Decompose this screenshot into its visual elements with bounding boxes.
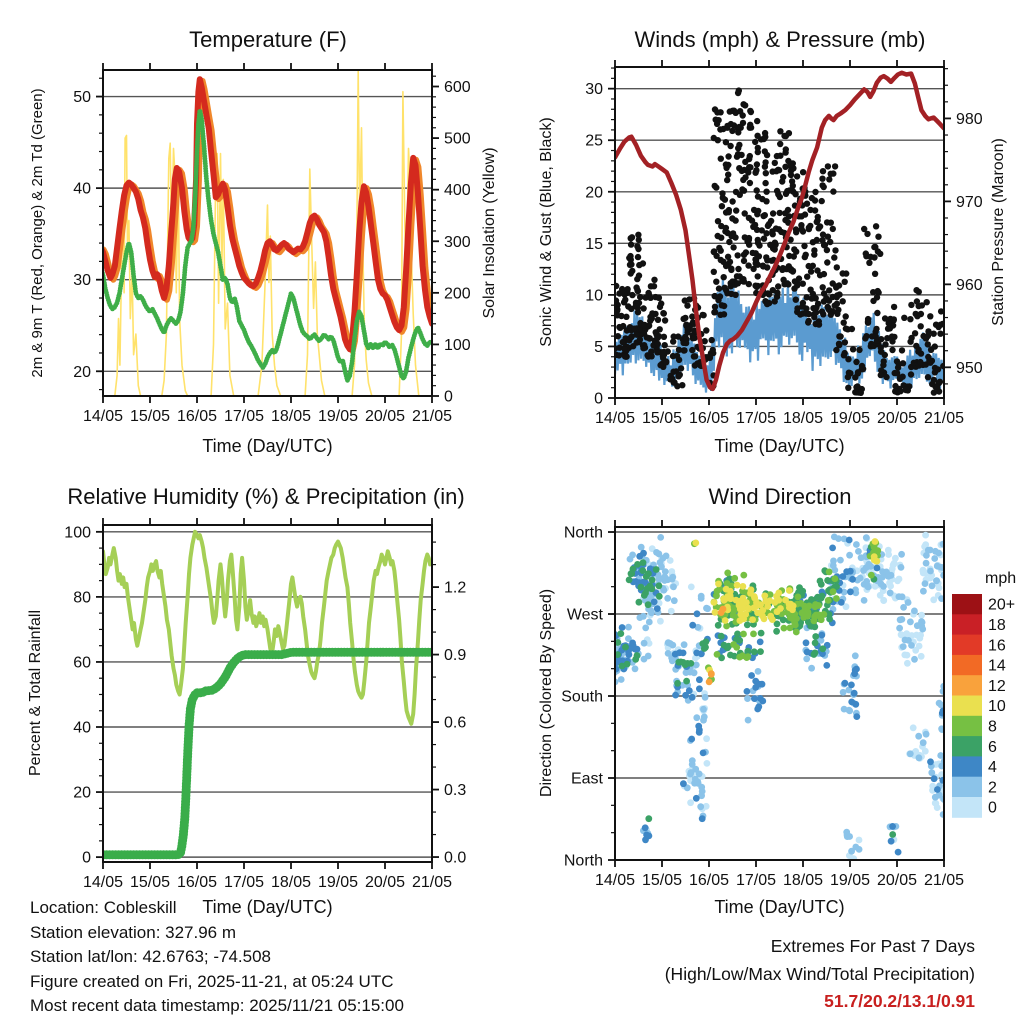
wind-direction-x-tick-label: 18/05: [782, 872, 824, 889]
winds-pressure-x-tick-label: 20/05: [876, 410, 918, 427]
station-info-block: [30, 896, 404, 1019]
winds-pressure-x-tick-label: 17/05: [735, 410, 777, 427]
wind-direction-title: Wind Direction: [708, 484, 852, 509]
colorbar-tick-label: 14: [988, 657, 1006, 675]
colorbar-swatch: [952, 736, 982, 757]
temperature-y-tick-label: 30: [73, 272, 91, 290]
humidity-precip-y-tick-label: 1.2: [444, 579, 467, 597]
wind-direction-y-tick-label: North: [563, 524, 603, 542]
colorbar-tick-label: 6: [988, 738, 997, 756]
temperature-x-tick-label: 20/05: [364, 408, 406, 425]
winds-pressure-y-tick-label: 960: [956, 276, 983, 294]
temperature-y-tick-label: 600: [444, 79, 471, 97]
figure-created: Figure created on Fri, 2025-11-21, at 05:24 UTC: [30, 971, 394, 991]
winds-pressure-y-tick-label: 25: [585, 132, 603, 150]
temperature-x-tick-label: 19/05: [317, 408, 359, 425]
humidity-precip-x-tick-label: 20/05: [364, 874, 406, 891]
wind-direction-x-tick-label: 20/05: [876, 872, 918, 889]
extremes-title: Extremes For Past 7 Days: [770, 936, 975, 956]
direction-left-axis-label: Direction (Colored By Speed): [538, 588, 555, 798]
winds-pressure-y-tick-label: 0: [594, 390, 603, 408]
station-latlon: Station lat/lon: 42.6763; -74.508: [30, 947, 272, 966]
wind-direction-y-tick-label: North: [563, 852, 603, 870]
winds-pressure-x-tick-label: 16/05: [688, 410, 730, 427]
temperature-y-tick-label: 300: [444, 233, 471, 251]
winds-pressure-y-tick-label: 30: [585, 81, 603, 99]
winds-pressure-y-tick-label: 970: [956, 193, 983, 211]
wind-direction-x-tick-label: 17/05: [735, 872, 777, 889]
solar-right-axis-label: Solar Insolation (Yellow): [481, 147, 498, 319]
wind-left-axis-label: Sonic Wind & Gust (Blue, Black): [538, 117, 555, 347]
temperature-x-tick-label: 16/05: [176, 408, 218, 425]
colorbar-tick-label: 10: [988, 698, 1006, 716]
colorbar-tick-label: 4: [988, 759, 997, 777]
humidity-precip-y-tick-label: 40: [73, 719, 91, 737]
winds-pressure-y-tick-label: 5: [594, 338, 603, 356]
humidity-precip-y-tick-label: 60: [73, 654, 91, 672]
winds-pressure-x-tick-label: 15/05: [641, 410, 683, 427]
speed-colorbar: [952, 594, 1015, 818]
wind-direction-x-tick-label: 21/05: [923, 872, 965, 889]
winds-pressure-panel: [585, 60, 983, 427]
humidity-precip-x-tick-label: 14/05: [82, 874, 124, 891]
humidity-precip-frame: [103, 525, 432, 862]
humidity-xaxis-label: Time (Day/UTC): [202, 897, 333, 917]
station-elevation: Station elevation: 327.96 m: [30, 922, 237, 942]
temperature-left-axis-label: 2m & 9m T (Red, Orange) & 2m Td (Green): [29, 88, 46, 378]
wind-direction-y-tick-label: South: [561, 688, 603, 706]
temperature-y-tick-label: 0: [444, 388, 453, 406]
colorbar-swatch: [952, 756, 982, 777]
temperature-y-tick-label: 100: [444, 336, 471, 354]
temperature-x-tick-label: 18/05: [270, 408, 312, 425]
winds-pressure-x-tick-label: 18/05: [782, 410, 824, 427]
wind-direction-y-tick-label: East: [570, 770, 603, 788]
temperature-x-tick-label: 21/05: [411, 408, 453, 425]
wind-direction-x-tick-label: 16/05: [688, 872, 730, 889]
colorbar-swatch: [952, 716, 982, 737]
colorbar-swatch: [952, 614, 982, 635]
winds-xaxis-label: Time (Day/UTC): [714, 436, 845, 456]
rainfall-left-axis-label: Percent & Total Rainfall: [27, 610, 44, 777]
wind-direction-x-tick-label: 14/05: [594, 872, 636, 889]
wind-direction-x-tick-label: 15/05: [641, 872, 683, 889]
colorbar-swatch: [952, 635, 982, 656]
temperature-x-tick-label: 17/05: [223, 408, 265, 425]
temperature-x-tick-label: 14/05: [82, 408, 124, 425]
temperature-y-tick-label: 50: [73, 89, 91, 107]
colorbar-units-label: mph: [985, 570, 1017, 587]
humidity-precip-y-tick-label: 100: [64, 524, 91, 542]
temperature-y-tick-label: 200: [444, 285, 471, 303]
humidity-precip-x-tick-label: 17/05: [223, 874, 265, 891]
temperature-y-tick-label: 500: [444, 130, 471, 148]
colorbar-tick-label: 16: [988, 637, 1006, 655]
recent-timestamp: Most recent data timestamp: 2025/11/21 05:15:00: [30, 996, 404, 1015]
humidity-precip-x-tick-label: 15/05: [129, 874, 171, 891]
winds-pressure-x-tick-label: 14/05: [594, 410, 636, 427]
winds-pressure-y-tick-label: 15: [585, 235, 603, 253]
temperature-panel: [73, 63, 471, 425]
colorbar-tick-label: 0: [988, 799, 997, 817]
colorbar-tick-label: 20+: [988, 596, 1016, 614]
humidity-precip-title: Relative Humidity (%) & Precipitation (in): [67, 484, 465, 509]
humidity-precip-y-tick-label: 20: [73, 784, 91, 802]
temperature-y-tick-label: 20: [73, 363, 91, 381]
humidity-precip-y-tick-label: 0.0: [444, 849, 467, 867]
colorbar-swatch: [952, 797, 982, 818]
colorbar-tick-label: 12: [988, 677, 1006, 695]
relative-humidity: [101, 532, 432, 724]
humidity-precip-y-tick-label: 0: [82, 849, 91, 867]
wind-direction-y-tick-label: West: [566, 606, 603, 624]
winds-pressure-y-tick-label: 10: [585, 287, 603, 305]
colorbar-tick-label: 2: [988, 779, 997, 797]
winds-pressure-y-tick-label: 20: [585, 184, 603, 202]
temperature-x-tick-label: 15/05: [129, 408, 171, 425]
colorbar-swatch: [952, 655, 982, 676]
colorbar-tick-label: 8: [988, 718, 997, 736]
extremes-values: 51.7/20.2/13.1/0.91: [824, 991, 975, 1011]
station-location: Location: Cobleskill: [30, 898, 177, 917]
temperature-title: Temperature (F): [189, 27, 347, 52]
humidity-precip-x-tick-label: 16/05: [176, 874, 218, 891]
extremes-block: [595, 933, 975, 1016]
winds-pressure-y-tick-label: 980: [956, 110, 983, 128]
winds-pressure-y-tick-label: 950: [956, 359, 983, 377]
humidity-precip-y-tick-label: 0.6: [444, 714, 467, 732]
direction-dots: [609, 532, 948, 862]
humidity-precip-x-tick-label: 19/05: [317, 874, 359, 891]
humidity-precip-y-tick-label: 80: [73, 589, 91, 607]
humidity-precip-y-tick-label: 0.9: [444, 647, 467, 665]
temperature-xaxis-label: Time (Day/UTC): [202, 436, 333, 456]
winds-pressure-x-tick-label: 21/05: [923, 410, 965, 427]
pressure-right-axis-label: Station Pressure (Maroon): [990, 138, 1007, 326]
colorbar-swatch: [952, 696, 982, 717]
humidity-precip-panel: [64, 518, 466, 891]
colorbar-swatch: [952, 777, 982, 798]
wind-direction-panel: [561, 520, 1015, 889]
temperature-y-tick-label: 400: [444, 182, 471, 200]
colorbar-swatch: [952, 594, 982, 615]
extremes-subtitle: (High/Low/Max Wind/Total Precipitation): [664, 963, 975, 984]
temperature-y-tick-label: 40: [73, 180, 91, 198]
humidity-precip-x-tick-label: 18/05: [270, 874, 312, 891]
colorbar-swatch: [952, 675, 982, 696]
wind-direction-x-tick-label: 19/05: [829, 872, 871, 889]
humidity-precip-x-tick-label: 21/05: [411, 874, 453, 891]
direction-xaxis-label: Time (Day/UTC): [714, 897, 845, 917]
humidity-precip-y-tick-label: 0.3: [444, 782, 467, 800]
winds-pressure-x-tick-label: 19/05: [829, 410, 871, 427]
total-rainfall: [96, 648, 436, 860]
winds-pressure-title: Winds (mph) & Pressure (mb): [634, 27, 926, 52]
colorbar-tick-label: 18: [988, 616, 1006, 634]
